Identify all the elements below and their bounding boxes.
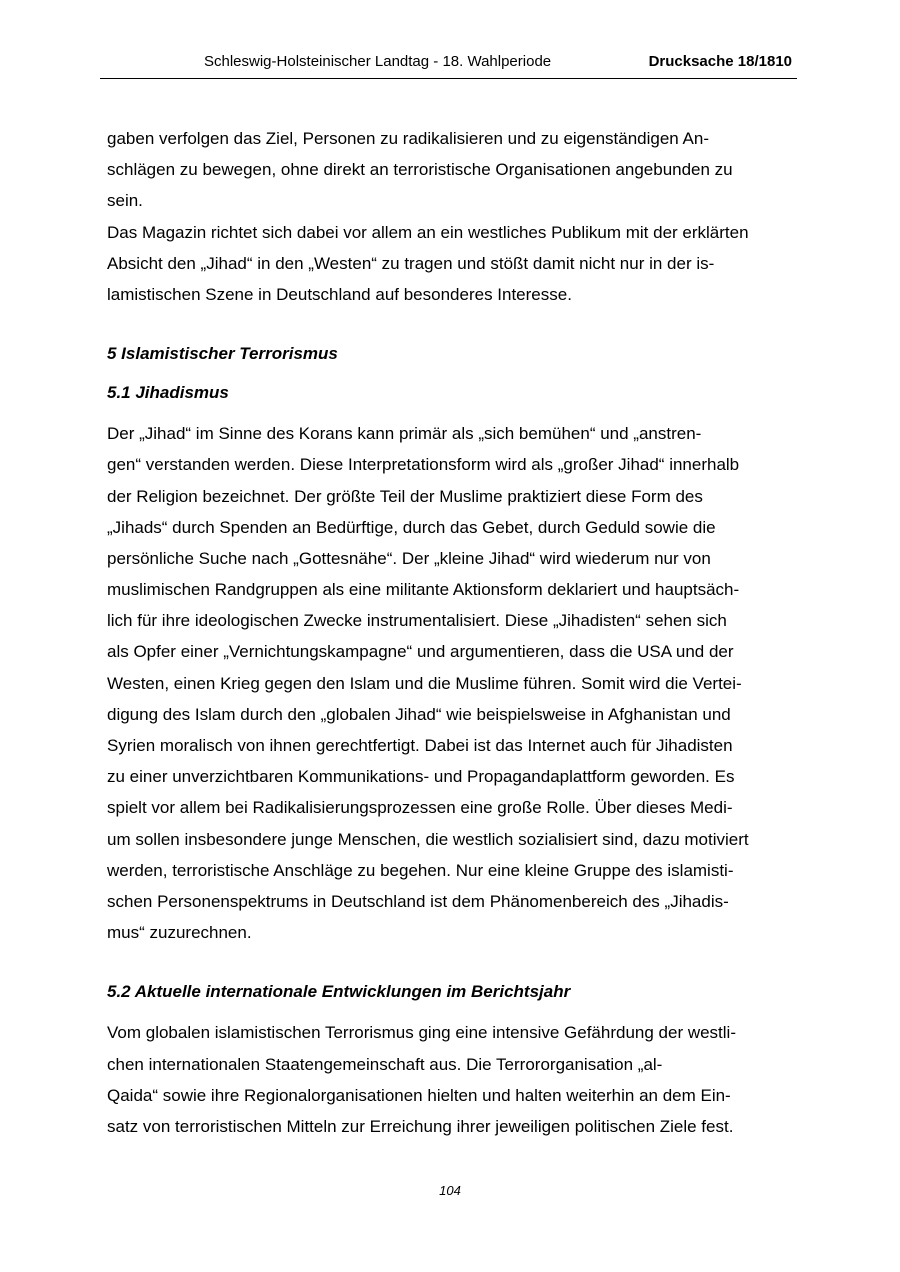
page-content <box>107 123 797 1142</box>
page-number: 104 <box>439 1183 461 1198</box>
text-line: Absicht den „Jihad“ in den „Westen“ zu tragen und stößt damit nicht nur in der is- <box>107 253 715 273</box>
page-header <box>100 52 797 79</box>
text-line: lamistischen Szene in Deutschland auf besonderes Interesse. <box>107 284 572 304</box>
text-line: schlägen zu bewegen, ohne direkt an terroristische Organisationen angebunden zu <box>107 160 733 180</box>
text-line: Westen, einen Krieg gegen den Islam und die Muslime führen. Somit wird die Vertei- <box>107 673 742 693</box>
text-line: als Opfer einer „Vernichtungskampagne“ und argumentieren, dass die USA und der <box>107 642 734 662</box>
text-line: lich für ihre ideologischen Zwecke instrumentalisiert. Diese „Jihadisten“ sehen sich <box>107 611 727 631</box>
text-line: sein. <box>107 191 143 211</box>
text-line: schen Personenspektrums in Deutschland ist dem Phänomenbereich des „Jihadis- <box>107 891 729 911</box>
text-line: der Religion bezeichnet. Der größte Teil der Muslime praktiziert diese Form des <box>107 486 703 506</box>
text-line: chen internationalen Staatengemeinschaft aus. Die Terrororganisation „al- <box>107 1054 663 1074</box>
text-line: gen“ verstanden werden. Diese Interpretationsform wird als „großer Jihad“ innerhalb <box>107 455 740 475</box>
section-5-2-heading: 5.2 Aktuelle internationale Entwicklungen im Berichtsjahr <box>107 982 571 1002</box>
text-line: satz von terroristischen Mitteln zur Erreichung ihrer jeweiligen politischen Ziele fest. <box>107 1116 734 1136</box>
section-5-2-paragraph <box>107 1017 797 1142</box>
text-line: Der „Jihad“ im Sinne des Korans kann primär als „sich bemühen“ und „anstren- <box>107 424 702 444</box>
section-5-1-paragraph <box>107 418 797 948</box>
text-line: spielt vor allem bei Radikalisierungsprozessen eine große Rolle. Über dieses Medi- <box>107 798 733 818</box>
text-line: persönliche Suche nach „Gottesnähe“. Der „kleine Jihad“ wird wiederum nur von <box>107 548 711 568</box>
text-line: zu einer unverzichtbaren Kommunikations- und Propagandaplattform geworden. Es <box>107 767 735 787</box>
text-line: mus“ zuzurechnen. <box>107 923 252 943</box>
section-5-heading: 5 Islamistischer Terrorismus <box>107 344 338 364</box>
text-line: Syrien moralisch von ihnen gerechtfertigt. Dabei ist das Internet auch für Jihadisten <box>107 736 733 755</box>
text-line: Qaida“ sowie ihre Regionalorganisationen hielten und halten weiterhin an dem Ein- <box>107 1085 731 1105</box>
intro-paragraph <box>107 123 797 310</box>
text-line: gaben verfolgen das Ziel, Personen zu radikalisieren und zu eigenständigen An- <box>107 129 710 148</box>
text-line: werden, terroristische Anschläge zu begehen. Nur eine kleine Gruppe des islamisti- <box>107 860 734 880</box>
section-5-1-heading: 5.1 Jihadismus <box>107 383 229 403</box>
text-line: muslimischen Randgruppen als eine militante Aktionsform deklariert und hauptsäch- <box>107 580 740 600</box>
header-document-number: Drucksache 18/1810 <box>648 53 792 70</box>
text-line: „Jihads“ durch Spenden an Bedürftige, durch das Gebet, durch Geduld sowie die <box>107 517 716 537</box>
text-line: Das Magazin richtet sich dabei vor allem an ein westliches Publikum mit der erklärten <box>107 222 749 242</box>
text-line: um sollen insbesondere junge Menschen, die westlich sozialisiert sind, dazu motiviert <box>107 829 749 849</box>
text-line: Vom globalen islamistischen Terrorismus ging eine intensive Gefährdung der westli- <box>107 1023 736 1043</box>
text-line: digung des Islam durch den „globalen Jihad“ wie beispielsweise in Afghanistan und <box>107 704 731 724</box>
header-title: Schleswig-Holsteinischer Landtag - 18. Wahlperiode <box>204 53 552 70</box>
